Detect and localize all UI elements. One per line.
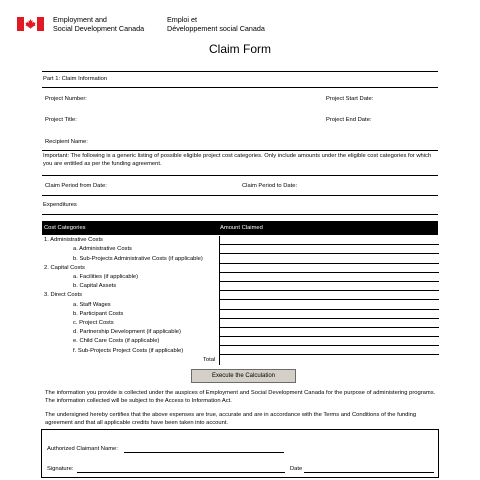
privacy-notice: The information you provide is collected under the auspices of Employment and Social Development Canada for the purpose of administering programs. The information collected will be subject to the Access to Information Act. bbox=[45, 390, 436, 404]
project-start-date-label: Project Start Date: bbox=[326, 96, 374, 102]
table-row bbox=[42, 300, 438, 309]
recipient-name-label: Recipient Name: bbox=[45, 139, 88, 145]
amount-field[interactable] bbox=[219, 319, 439, 328]
cost-category-label: a. Staff Wages bbox=[73, 301, 111, 308]
table-row bbox=[42, 291, 438, 300]
table-row bbox=[42, 310, 438, 319]
dept-fr-line2: Développement social Canada bbox=[167, 24, 265, 33]
project-title-label: Project Title: bbox=[45, 117, 77, 123]
cost-table-body bbox=[42, 236, 438, 365]
dept-en-line2: Social Development Canada bbox=[53, 24, 145, 33]
divider bbox=[42, 150, 438, 151]
date-field[interactable] bbox=[304, 472, 434, 473]
table-row bbox=[42, 236, 438, 245]
cost-category-label: a. Facilities (if applicable) bbox=[73, 274, 139, 281]
amount-field[interactable] bbox=[219, 291, 439, 300]
amount-field[interactable] bbox=[219, 328, 439, 337]
project-number-label: Project Number: bbox=[45, 96, 87, 102]
divider bbox=[42, 214, 438, 215]
amount-field[interactable] bbox=[219, 264, 439, 273]
total-row bbox=[42, 355, 438, 364]
divider bbox=[42, 195, 438, 196]
cost-category-label: 1. Administrative Costs bbox=[44, 237, 103, 244]
cost-category-label: b. Sub-Projects Administrative Costs (if applicable) bbox=[73, 255, 203, 262]
cost-category-label: 2. Capital Costs bbox=[44, 264, 85, 271]
date-label: Date bbox=[290, 466, 303, 472]
col-amount-claimed: Amount Claimed bbox=[220, 225, 263, 231]
cost-category-label: a. Administrative Costs bbox=[73, 246, 132, 253]
signature-label: Signature: bbox=[47, 466, 74, 472]
amount-field[interactable] bbox=[219, 310, 439, 319]
table-row bbox=[42, 319, 438, 328]
canada-flag-icon bbox=[17, 17, 44, 31]
amount-field[interactable] bbox=[219, 245, 439, 254]
cost-table-header bbox=[42, 221, 438, 235]
divider bbox=[42, 87, 438, 88]
expenditures-label: Expenditures bbox=[43, 202, 77, 208]
part1-heading: Part 1: Claim Information bbox=[43, 76, 108, 82]
cost-category-label: d. Partnership Development (if applicable) bbox=[73, 329, 181, 336]
signature-section bbox=[41, 429, 439, 478]
dept-fr-line1: Emploi et bbox=[167, 15, 197, 24]
amount-field[interactable] bbox=[219, 346, 439, 355]
amount-field[interactable] bbox=[219, 337, 439, 346]
amount-field[interactable] bbox=[219, 273, 439, 282]
certification-statement: The undersigned hereby certifies that the above expenses are true, accurate and are in accordance with the Terms and Conditions of the funding agreement and that all applicable credits have been taken into account. bbox=[45, 412, 417, 426]
cost-category-label: c. Project Costs bbox=[73, 319, 114, 326]
divider bbox=[42, 175, 438, 176]
table-row bbox=[42, 254, 438, 263]
table-row bbox=[42, 346, 438, 355]
table-row bbox=[42, 245, 438, 254]
table-row bbox=[42, 328, 438, 337]
col-cost-categories: Cost Categories bbox=[44, 225, 86, 231]
project-end-date-label: Project End Date: bbox=[326, 117, 372, 123]
total-label: Total bbox=[203, 356, 216, 363]
amount-field[interactable] bbox=[219, 254, 439, 263]
department-name-french bbox=[167, 15, 265, 33]
amount-field[interactable] bbox=[219, 282, 439, 291]
table-row bbox=[42, 264, 438, 273]
cost-category-label: 3. Direct Costs bbox=[44, 292, 83, 299]
cost-category-label: f. Sub-Projects Project Costs (if applicable) bbox=[73, 347, 184, 354]
claim-period-from-label: Claim Period from Date: bbox=[45, 183, 107, 189]
authorized-claimant-name-field[interactable] bbox=[124, 452, 284, 453]
form-title: Claim Form bbox=[209, 42, 271, 56]
department-name-english bbox=[53, 15, 144, 33]
claim-period-to-label: Claim Period to Date: bbox=[242, 183, 298, 189]
authorized-claimant-name-label: Authorized Claimant Name: bbox=[47, 446, 118, 452]
cost-category-label: b. Participant Costs bbox=[73, 310, 124, 317]
table-row bbox=[42, 273, 438, 282]
execute-calculation-button[interactable]: Execute the Calculation bbox=[191, 369, 296, 383]
amount-field[interactable] bbox=[219, 300, 439, 309]
table-row bbox=[42, 282, 438, 291]
dept-en-line1: Employment and bbox=[53, 15, 107, 24]
divider bbox=[42, 71, 438, 72]
cost-category-label: b. Capital Assets bbox=[73, 283, 117, 290]
signature-field[interactable] bbox=[77, 472, 285, 473]
total-amount-field bbox=[219, 355, 439, 364]
amount-field[interactable] bbox=[219, 236, 439, 245]
cost-category-label: e. Child Care Costs (if applicable) bbox=[73, 338, 160, 345]
table-row bbox=[42, 337, 438, 346]
important-note: Important: The following is a generic listing of possible eligible project cost categories. Only include amounts under the eligible cost categories for which you are entitled as per the funding agreement. bbox=[43, 153, 432, 167]
